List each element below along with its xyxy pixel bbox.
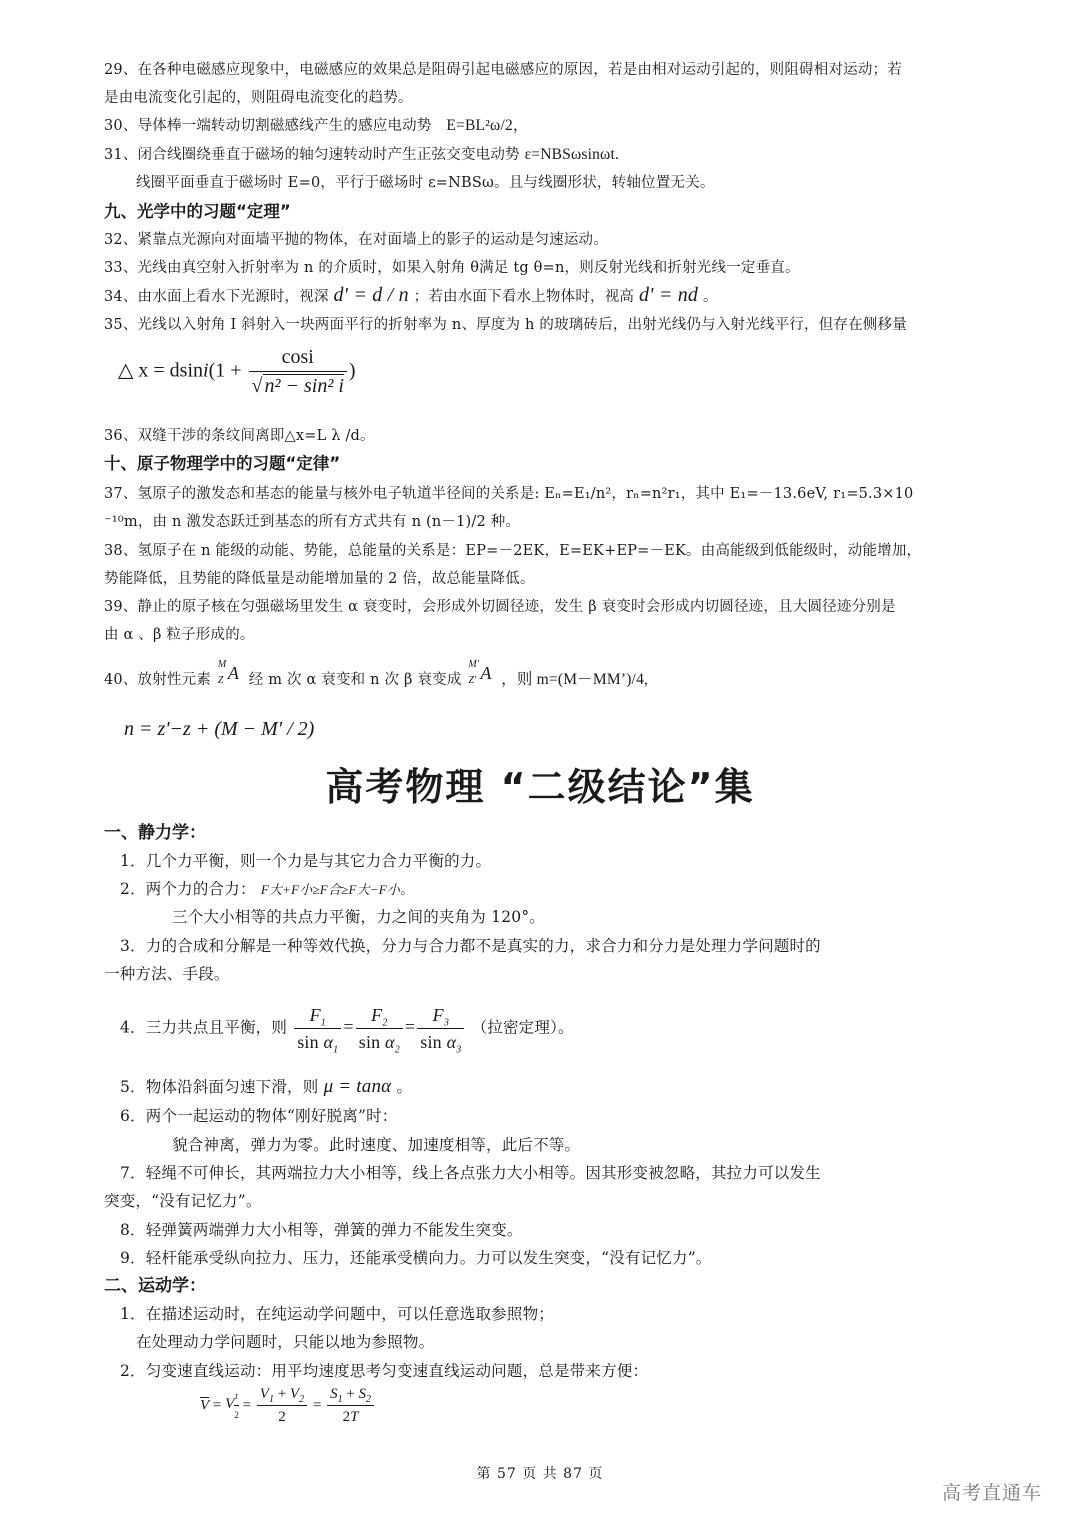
item-30-text: 30、导体棒一端转动切割磁感线产生的感应电动势 [104, 118, 432, 134]
statics-item-7-line1: 7．轻绳不可伸长，其两端拉力大小相等，线上各点张力大小相等。因其形变被忽略，其拉力可以发生 [120, 1164, 821, 1182]
statics-item-4-text: 4．三力共点且平衡，则 [120, 1018, 288, 1037]
lami-fraction-3: $\frac{F_3}{\sin \alpha_3}$ [417, 1004, 464, 1053]
page-number: 第 57 页 共 87 页 [476, 1466, 604, 1482]
statics-item-9: 9．轻杆能承受纵向拉力、压力，还能承受横向力。力可以发生突变，“没有记忆力”。 [120, 1249, 712, 1267]
item-33: 33、光线由真空射入折射率为 n 的介质时，如果入射角 θ满足 tg θ=n，则反射光线和折射光线一定垂直。 [104, 260, 800, 276]
statics-item-2-sub: 三个大小相等的共点力平衡，力之间的夹角为 120°。 [172, 908, 545, 926]
apparent-depth-formula: d' = d / n [333, 284, 409, 306]
kinematics-item-2: 2．匀变速直线运动：用平均速度思考匀变速直线运动问题，总是带来方便： [120, 1362, 649, 1380]
statics-item-7-line2: 突变，“没有记忆力”。 [104, 1192, 262, 1210]
item-31-text: 31、闭合线圈绕垂直于磁场的轴匀速转动时产生正弦交变电动势 [104, 147, 520, 163]
statics-item-5-end: 。 [396, 1078, 413, 1096]
lami-fraction-1: $\frac{F_1}{\sin \alpha_1}$ [294, 1004, 341, 1053]
sqrt-content: n² − sin² i [264, 375, 344, 397]
statics-item-6-sub: 貌合神离，弹力为零。此时速度、加速度相等，此后不等。 [172, 1136, 581, 1154]
section-9-heading: 九、光学中的习题“定理” [104, 202, 291, 221]
item-29-line1: 29、在各种电磁感应现象中，电磁感应的效果总是阻碍引起电磁感应的原因，若是由相对运动引起的，则阻碍相对运动；若 [104, 62, 902, 78]
item-32: 32、紧靠点光源向对面墙平抛的物体，在对面墙上的影子的运动是匀速运动。 [104, 232, 608, 248]
item-34-text-c: 。 [702, 289, 718, 305]
fraction-numerator: cosi [249, 346, 347, 372]
resultant-force-range-formula: F大+F小≥F合≥F大−F小。 [260, 882, 414, 897]
item-35: 35、光线以入射角 I 斜射入一块两面平行的折射率为 n、厚度为 h 的玻璃砖后，出射光线仍与入射光线平行，但存在侧移量 [104, 317, 907, 333]
beta-decay-count-formula: n = z'−z + (M − M' / 2) [124, 718, 315, 740]
fraction-denominator: √ n² − sin² i [251, 375, 344, 397]
lami-theorem-label: （拉密定理）。 [471, 1018, 574, 1037]
statics-item-4: 4．三力共点且平衡，则 $\frac{F_1}{\sin \alpha_1}$ = $\frac{F_2}{\sin \alpha_2}$ = $\frac{F_3}{\sin \alpha_3}$ （拉密定理）。 [120, 1005, 574, 1056]
item-29-line2: 是由电流变化引起的，则阻碍电流变化的趋势。 [104, 90, 413, 106]
statics-item-5-text: 5．物体沿斜面匀速下滑，则 [120, 1078, 319, 1096]
item-37-line2: ⁻¹⁰m，由 n 激发态跃迁到基态的所有方式共有 n (n－1)/2 种。 [104, 514, 521, 530]
section-10-heading: 十、原子物理学中的习题“定律” [104, 454, 341, 473]
statics-item-3-line2: 一种方法、手段。 [104, 965, 230, 983]
section-kinematics-heading: 二、运动学： [104, 1276, 206, 1296]
watermark-logo-text: 高考直通车 [942, 1482, 1043, 1504]
item-39-line2: 由 α 、β 粒子形成的。 [104, 627, 255, 643]
statics-item-6: 6．两个一起运动的物体“刚好脱离”时： [120, 1107, 398, 1125]
item-40-text-b: 经 m 次 α 衰变和 n 次 β 衰变成 [248, 672, 462, 688]
item-30 [104, 116, 529, 136]
item-31-formula: ε=NBSωsinωt. [524, 146, 620, 163]
section-statics-heading: 一、静力学： [104, 823, 206, 843]
kinematics-item-1-line2: 在处理动力学问题时，只能以地为参照物。 [136, 1333, 435, 1351]
page-title: 高考物理 “二级结论”集 [325, 765, 755, 809]
statics-item-3-line1: 3．力的合成和分解是一种等效代换，分力与合力都不是真实的力，求合力和分力是处理力学问题时的 [120, 937, 821, 955]
average-velocity-formula: $\overline{V} = V$ $\frac{t}{2}$ = $\frac{V_1 + V_2}{2}$ = $\frac{S_1 + S_2}{2T}$ [200, 1385, 376, 1426]
fraction [249, 346, 347, 398]
item-34-text-a: 34、由水面上看水下光源时，视深 [104, 289, 329, 305]
kinematics-item-1-line1: 1．在描述运动时，在纯运动学问题中，可以任意选取参照物； [120, 1305, 554, 1323]
item-40 [104, 659, 649, 690]
item-40-text-a: 40、放射性元素 [104, 672, 212, 688]
apparent-height-formula: d' = nd [638, 284, 699, 306]
friction-coefficient-formula: μ = tanα [323, 1076, 392, 1097]
statics-item-2 [120, 879, 413, 900]
item-38-line1: 38、氢原子在 n 能级的动能、势能，总能量的关系是：EP=－2EK，E=EK+EP=－EK。由高能级到低能级时，动能增加， [104, 543, 922, 559]
nuclide-symbol-final: M' Z' A [468, 659, 492, 686]
formula-lhs: △ x = dsin [118, 359, 203, 382]
statics-item-5 [120, 1077, 412, 1097]
item-37-line1: 37、氢原子的激发态和基态的能量与核外电子轨道半径间的关系是: Eₙ=E₁/n²，rₙ=n²r₁，其中 E₁=－13.6eV, r₁=5.3×10 [104, 486, 914, 502]
item-40-text-c: ，则 m=(M－MM’)/4, [501, 671, 649, 688]
item-30-formula: E=BL²ω/2， [446, 117, 529, 134]
item-34-text-b: ；若由水面下看水上物体时，视高 [413, 289, 635, 305]
lateral-shift-formula: △ x = dsini(1 + $\frac{\cos i}{\text{√ n² − sin² i}}$ ) [118, 346, 356, 397]
item-39-line1: 39、静止的原子核在匀强磁场里发生 α 衰变时，会形成外切圆径迹，发生 β 衰变时会形成内切圆径迹，且大圆径迹分别是 [104, 599, 896, 615]
lami-fraction-2: $\frac{F_2}{\sin \alpha_2}$ [356, 1004, 403, 1053]
item-34 [104, 285, 718, 307]
nuclide-symbol-initial: M Z A [217, 659, 240, 686]
statics-item-2-text: 2．两个力的合力： [120, 880, 256, 898]
statics-item-1: 1．几个力平衡，则一个力是与其它力合力平衡的力。 [120, 852, 492, 870]
item-31-line2: 线圈平面垂直于磁场时 E=0，平行于磁场时 ε=NBSω。且与线圈形状，转轴位置无关。 [136, 175, 715, 191]
item-38-line2: 势能降低，且势能的降低量是动能增加量的 2 倍，故总能量降低。 [104, 571, 535, 587]
statics-item-8: 8．轻弹簧两端弹力大小相等，弹簧的弹力不能发生突变。 [120, 1221, 523, 1239]
item-36: 36、双缝干涉的条纹间离即△x=L λ /d。 [104, 428, 375, 444]
item-31-line1 [104, 145, 619, 165]
